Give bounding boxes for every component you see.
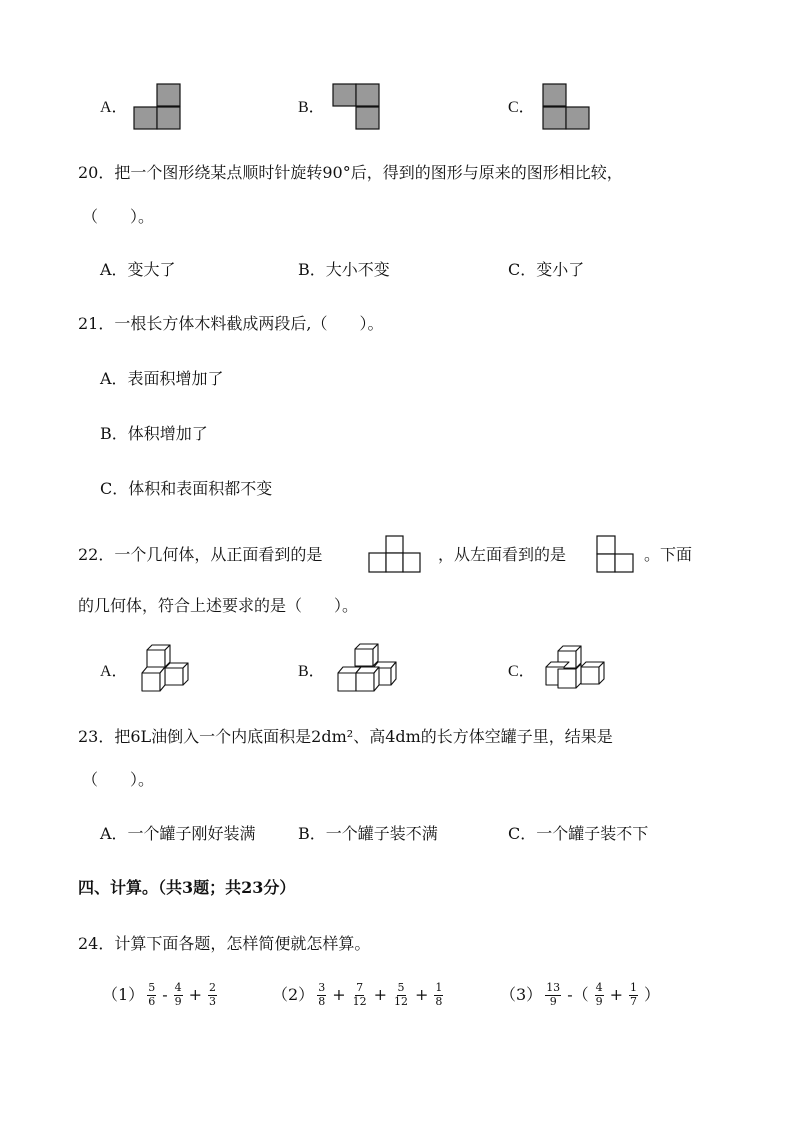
q19-option-c-label[interactable]: C． [508,99,535,116]
q22-text-part3: 。下面 [644,545,693,564]
q22-question-part1 [78,547,322,563]
denominator: 8 [435,994,443,1008]
q22-option-c-figure[interactable] [544,645,610,695]
q24-p3-fraction-2 [595,982,604,1008]
q24-p1-fraction-2 [174,982,183,1008]
q20-option-a[interactable]: A．变大了 [100,260,176,279]
q20-number: 20． [78,163,115,182]
q24-p3-label: （3） [500,985,543,1005]
q19-option-c-figure[interactable] [542,83,592,131]
q23-blank: （ ）。 [82,770,155,789]
operator: + [609,985,624,1005]
q21-option-b[interactable]: B．体积增加了 [100,424,208,443]
q21-number: 21． [78,314,115,333]
q24-problem-3 [500,982,663,1008]
q20-blank: （ ）。 [82,207,155,226]
q21-option-a[interactable]: A．表面积增加了 [100,369,224,388]
q22-option-b-label[interactable]: B． [298,663,325,680]
q24-p1-label: （1） [102,985,145,1005]
q24-p2-fraction-4 [434,982,443,1008]
denominator: 6 [148,994,156,1008]
operator: + [373,985,387,1005]
q23-question [78,729,613,745]
q23-option-a[interactable]: A．一个罐子刚好装满 [100,824,256,843]
q22-option-a-label[interactable]: A． [100,663,128,680]
numerator: 2 [209,981,216,994]
numerator: 3 [318,981,326,994]
numerator: 1 [630,981,638,994]
operator: - [162,985,168,1005]
q20-question [78,165,623,181]
q22-text-part1: 一个几何体，从正面看到的是 [114,545,323,564]
denominator: 9 [549,994,557,1008]
denominator: 12 [394,994,408,1008]
q24-p2-fraction-3 [393,982,409,1008]
q22-option-c-label[interactable]: C． [508,663,535,680]
q19-option-b-figure[interactable] [332,83,382,131]
operator: + [332,985,346,1005]
q22-number: 22． [78,545,115,564]
q24-p3-fraction-3 [629,982,638,1008]
q20-text: 把一个图形绕某点顺时针旋转90°后，得到的图形与原来的图形相比较， [114,163,623,182]
q21-question [78,316,383,332]
q22-option-a-figure[interactable] [138,645,194,697]
denominator: 9 [174,994,182,1008]
q24-p1-fraction-3 [208,982,217,1008]
numerator: 13 [546,981,561,994]
q24-p2-fraction-2 [352,982,368,1008]
q22-text-line2: 的几何体，符合上述要求的是（ ）。 [78,596,359,615]
numerator: 1 [435,981,443,994]
q22-text-part2: ，从左面看到的是 [438,545,567,564]
q24-number: 24． [78,934,115,953]
operator: + [188,985,202,1005]
q24-question [78,936,370,952]
q24-p1-fraction-1 [147,982,156,1008]
denominator: 7 [630,994,638,1008]
numerator: 4 [174,981,182,994]
q19-option-a-figure[interactable] [133,83,183,131]
operator: -（ [567,985,589,1005]
q24-p2-fraction-1 [317,982,326,1008]
numerator: 7 [356,981,364,994]
denominator: 3 [209,994,216,1008]
q24-problem-1 [102,982,220,1008]
q21-text: 一根长方体木料截成两段后,（ ）。 [114,314,384,333]
q24-text: 计算下面各题，怎样简便就怎样算。 [114,934,371,953]
q22-left-view-figure [596,535,638,575]
q23-number: 23． [78,727,115,746]
q23-option-c[interactable]: C．一个罐子装不下 [508,824,649,843]
denominator: 8 [318,994,326,1008]
numerator: 4 [595,981,603,994]
denominator: 12 [352,994,367,1008]
q24-p3-fraction-1 [545,982,561,1008]
numerator: 5 [148,981,156,994]
numerator: 5 [397,981,405,994]
section-4-title: 四、计算。（共3题；共23分） [78,878,296,897]
operator: + [415,985,429,1005]
q21-option-c[interactable]: C．体积和表面积都不变 [100,479,273,498]
denominator: 9 [595,994,603,1008]
q20-option-c[interactable]: C．变小了 [508,260,585,279]
q23-text: 把6L油倒入一个内底面积是2dm²、高4dm的长方体空罐子里，结果是 [114,727,613,746]
q22-option-b-figure[interactable] [335,643,403,697]
q24-p2-label: （2） [272,985,315,1005]
q22-front-view-figure [368,535,424,575]
q20-option-b[interactable]: B．大小不变 [298,260,390,279]
q24-problem-2 [272,982,446,1008]
q19-option-a-label[interactable]: A． [100,99,128,116]
q23-option-b[interactable]: B．一个罐子装不满 [298,824,438,843]
operator: ） [644,985,661,1005]
q19-option-b-label[interactable]: B． [298,99,325,116]
